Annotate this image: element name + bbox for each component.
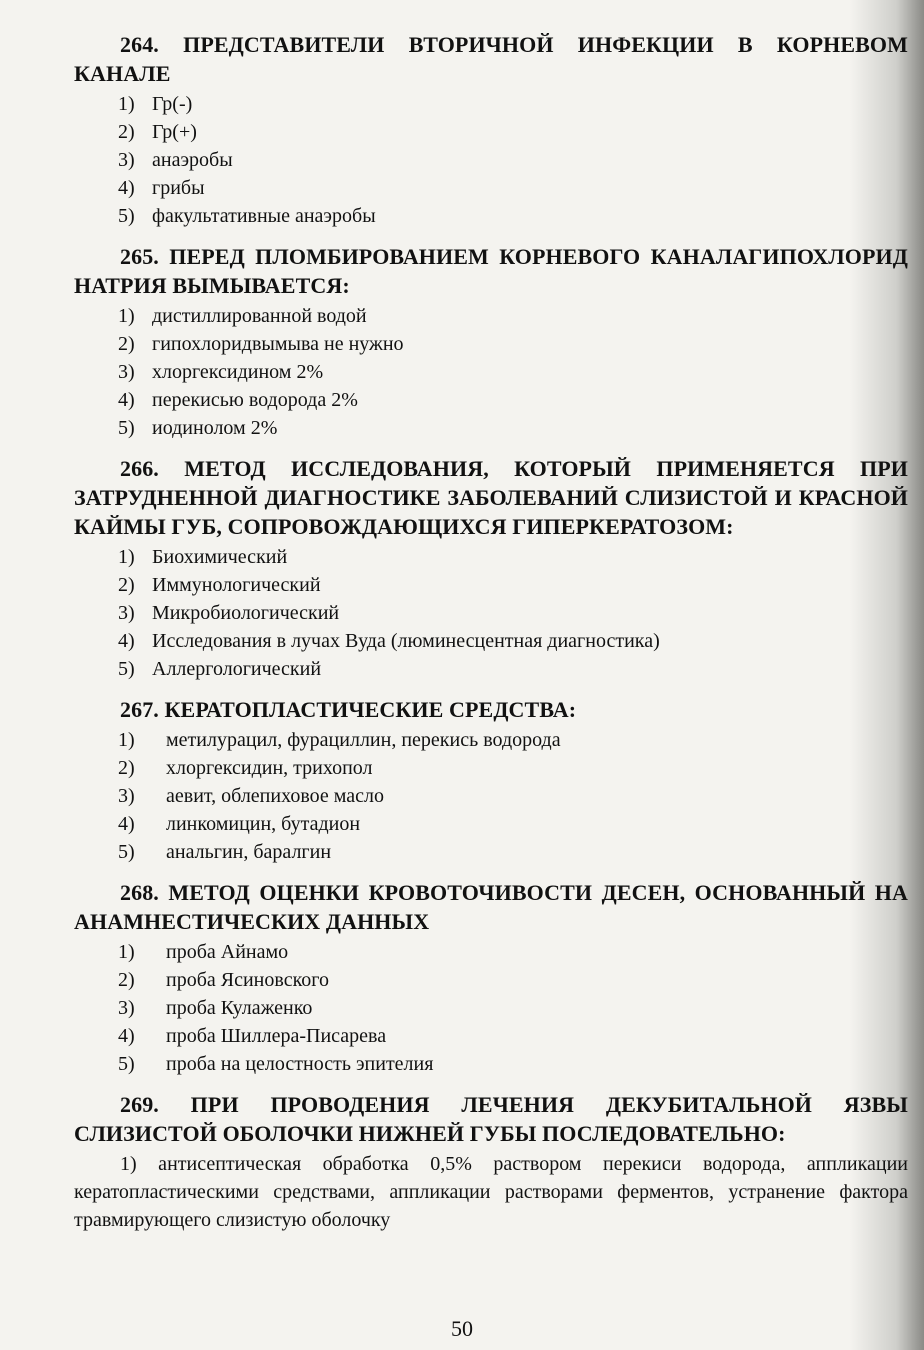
answer-list (74, 726, 908, 866)
option-number: 1) (118, 941, 135, 963)
option-number: 5) (118, 1053, 135, 1075)
question-title: 267. КЕРАТОПЛАСТИЧЕСКИЕ СРЕДСТВА: (120, 697, 577, 722)
option-number: 4) (118, 1025, 135, 1047)
answer-option (74, 938, 908, 966)
question-268 (74, 878, 908, 1078)
option-number: 5) (118, 841, 135, 863)
option-text: перекисью водорода 2% (152, 389, 358, 411)
answer-option (74, 1050, 908, 1078)
option-text: Иммунологический (152, 574, 321, 596)
question-title: 268. МЕТОД ОЦЕНКИ КРОВОТОЧИВОСТИ ДЕСЕН, ОСНОВАННЫЙ НА АНАМНЕСТИЧЕСКИХ ДАННЫХ (74, 880, 908, 934)
answer-option (74, 386, 908, 414)
option-text: анальгин, баралгин (166, 841, 332, 863)
answer-option (74, 543, 908, 571)
answer-list (74, 302, 908, 442)
answer-option (74, 782, 908, 810)
question-title: 266. МЕТОД ИССЛЕДОВАНИЯ, КОТОРЫЙ ПРИМЕНЯЕТСЯ ПРИ ЗАТРУДНЕННОЙ ДИАГНОСТИКЕ ЗАБОЛЕВАНИЙ СЛИЗИСТОЙ И КРАСНОЙ КАЙМЫ ГУБ, СОПРОВОЖДАЮЩИХСЯ ГИПЕРКЕРАТОЗОМ: (74, 456, 908, 539)
option-number: 2) (118, 333, 135, 355)
question-267 (74, 695, 908, 866)
option-text: Биохимический (152, 546, 288, 568)
option-text: грибы (152, 177, 205, 199)
answer-option (74, 174, 908, 202)
option-text: факультативные анаэробы (152, 205, 376, 227)
page-number: 50 (451, 1316, 473, 1341)
question-269 (74, 1090, 908, 1234)
option-number: 2) (118, 121, 135, 143)
answer-option (74, 146, 908, 174)
option-number: 4) (118, 813, 135, 835)
option-text: хлоргексидином 2% (152, 361, 324, 383)
option-text: Гр(-) (152, 93, 193, 115)
option-number: 1) (118, 546, 135, 568)
option-text: проба Шиллера-Писарева (166, 1025, 387, 1047)
option-number: 1) (118, 729, 135, 751)
answer-option (74, 655, 908, 683)
answer-option (74, 754, 908, 782)
option-text: Аллергологический (152, 658, 322, 680)
option-number: 3) (118, 997, 135, 1019)
option-text: аевит, облепиховое масло (166, 785, 384, 807)
option-text: проба на целостность эпителия (166, 1053, 434, 1075)
page-content (74, 30, 908, 1252)
answer-list (74, 90, 908, 230)
answer-option (74, 118, 908, 146)
answer-option (74, 302, 908, 330)
option-text: проба Айнамо (166, 941, 289, 963)
option-text: иодинолом 2% (152, 417, 278, 439)
answer-option (74, 966, 908, 994)
question-265 (74, 242, 908, 442)
option-number: 2) (118, 969, 135, 991)
option-number: 4) (118, 389, 135, 411)
answer-option (74, 627, 908, 655)
question-title: 269. ПРИ ПРОВОДЕНИЯ ЛЕЧЕНИЯ ДЕКУБИТАЛЬНОЙ ЯЗВЫ СЛИЗИСТОЙ ОБОЛОЧКИ НИЖНЕЙ ГУБЫ ПОСЛЕДОВАТЕЛЬНО: (74, 1092, 908, 1146)
answer-option (74, 571, 908, 599)
question-title: 264. ПРЕДСТАВИТЕЛИ ВТОРИЧНОЙ ИНФЕКЦИИ В КОРНЕВОМ КАНАЛЕ (74, 32, 908, 86)
answer-option (74, 358, 908, 386)
answer-option (74, 1022, 908, 1050)
option-number: 4) (118, 630, 135, 652)
answer-option (74, 202, 908, 230)
option-number: 1) (118, 305, 135, 327)
option-text: линкомицин, бутадион (166, 813, 361, 835)
option-number: 4) (118, 177, 135, 199)
answer-option (74, 994, 908, 1022)
answer-option (74, 838, 908, 866)
answer-option (74, 414, 908, 442)
option-number: 3) (118, 149, 135, 171)
question-264 (74, 30, 908, 230)
answer-option (74, 726, 908, 754)
option-number: 3) (118, 602, 135, 624)
option-text: Гр(+) (152, 121, 197, 143)
answer-option (74, 599, 908, 627)
option-text: метилурацил, фурациллин, перекись водорода (166, 729, 561, 751)
answer-list (74, 543, 908, 683)
option-number: 3) (118, 785, 135, 807)
option-text: гипохлоридвымыва не нужно (152, 333, 404, 355)
answer-list (74, 938, 908, 1078)
option-number: 5) (118, 417, 135, 439)
option-text: анаэробы (152, 149, 233, 171)
option-text: проба Ясиновского (166, 969, 329, 991)
answer-option (74, 810, 908, 838)
option-number: 1) (118, 93, 135, 115)
question-title: 265. ПЕРЕД ПЛОМБИРОВАНИЕМ КОРНЕВОГО КАНАЛАГИПОХЛОРИД НАТРИЯ ВЫМЫВАЕТСЯ: (74, 244, 908, 298)
option-text: хлоргексидин, трихопол (166, 757, 373, 779)
option-number: 5) (118, 658, 135, 680)
option-text: проба Кулаженко (166, 997, 313, 1019)
answer-paragraph: 1) антисептическая обработка 0,5% раствором перекиси водорода, аппликации кератопластическими средствами, аппликации растворами ферментов, устранение фактора травмирующего слизистую оболочку (74, 1153, 908, 1231)
option-number: 2) (118, 574, 135, 596)
option-number: 2) (118, 757, 135, 779)
option-text: Микробиологический (152, 602, 340, 624)
question-266 (74, 454, 908, 683)
option-number: 5) (118, 205, 135, 227)
option-text: Исследования в лучах Вуда (люминесцентная диагностика) (152, 630, 660, 652)
answer-option (74, 90, 908, 118)
answer-option (74, 330, 908, 358)
option-number: 3) (118, 361, 135, 383)
option-text: дистиллированной водой (152, 305, 367, 327)
